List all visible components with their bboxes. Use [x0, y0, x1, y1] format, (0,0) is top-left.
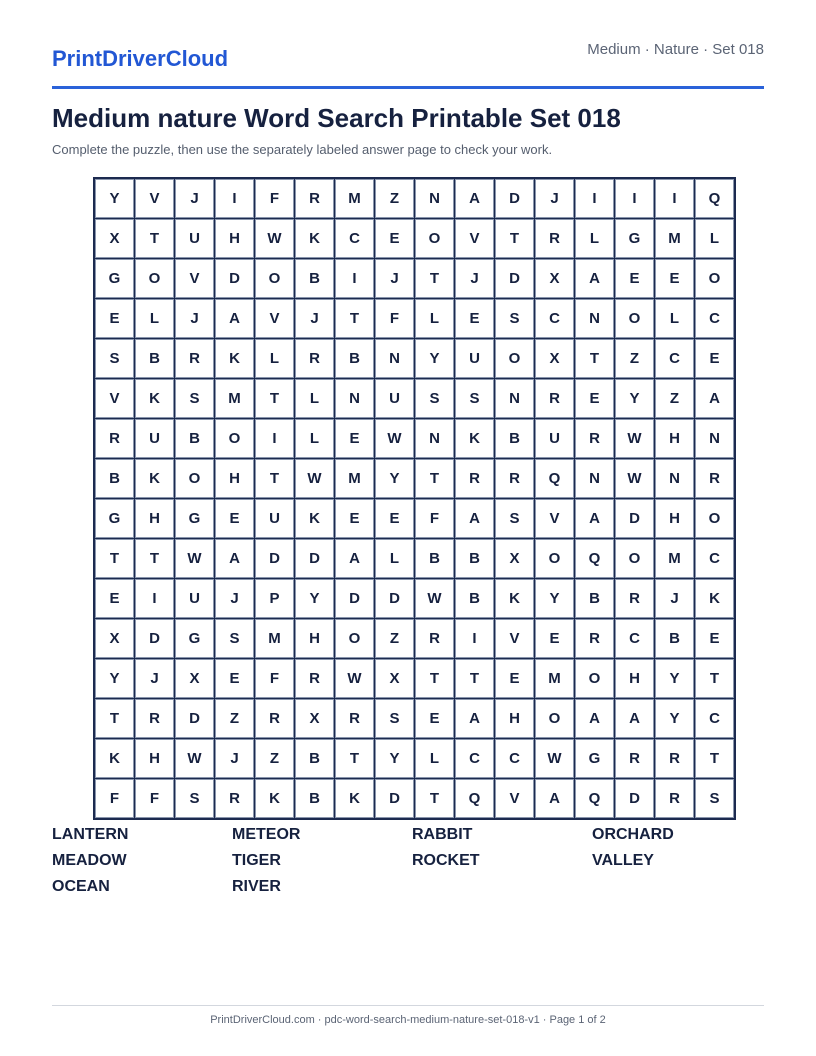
grid-cell: C	[335, 219, 374, 258]
grid-cell: L	[295, 419, 334, 458]
grid-cell: F	[135, 779, 174, 818]
grid-cell: E	[415, 699, 454, 738]
grid-cell: R	[295, 179, 334, 218]
grid-cell: E	[575, 379, 614, 418]
grid-cell: J	[375, 259, 414, 298]
grid-cell: U	[535, 419, 574, 458]
grid-cell: C	[695, 699, 734, 738]
grid-cell: R	[335, 699, 374, 738]
grid-cell: R	[615, 579, 654, 618]
grid-cell: T	[95, 699, 134, 738]
grid-cell: G	[175, 619, 214, 658]
grid-cell: I	[575, 179, 614, 218]
grid-cell: K	[95, 739, 134, 778]
grid-cell: K	[335, 779, 374, 818]
grid-cell: O	[575, 659, 614, 698]
word-list	[52, 826, 772, 904]
grid-cell: I	[615, 179, 654, 218]
grid-cell: E	[455, 299, 494, 338]
grid-cell: S	[175, 779, 214, 818]
grid-cell: Q	[575, 539, 614, 578]
grid-cell: S	[215, 619, 254, 658]
grid-cell: Z	[255, 739, 294, 778]
word-list-item: VALLEY	[592, 852, 654, 869]
grid-cell: H	[215, 459, 254, 498]
grid-cell: B	[575, 579, 614, 618]
grid-cell: W	[615, 419, 654, 458]
grid-cell: T	[335, 739, 374, 778]
grid-cell: X	[295, 699, 334, 738]
grid-cell: D	[615, 779, 654, 818]
grid-cell: R	[535, 379, 574, 418]
grid-cell: F	[95, 779, 134, 818]
grid-cell: C	[655, 339, 694, 378]
grid-cell: B	[95, 459, 134, 498]
word-list-item: OCEAN	[52, 878, 110, 895]
grid-cell: B	[295, 779, 334, 818]
grid-cell: R	[615, 739, 654, 778]
grid-cell: O	[255, 259, 294, 298]
grid-cell: C	[695, 299, 734, 338]
grid-cell: F	[255, 659, 294, 698]
grid-cell: H	[215, 219, 254, 258]
grid-cell: J	[135, 659, 174, 698]
grid-cell: M	[655, 219, 694, 258]
grid-cell: Y	[535, 579, 574, 618]
grid-cell: I	[255, 419, 294, 458]
grid-cell: E	[535, 619, 574, 658]
grid-cell: I	[335, 259, 374, 298]
grid-cell: U	[175, 219, 214, 258]
grid-cell: N	[655, 459, 694, 498]
grid-cell: F	[255, 179, 294, 218]
grid-cell: I	[135, 579, 174, 618]
grid-cell: T	[415, 459, 454, 498]
grid-cell: M	[655, 539, 694, 578]
grid-cell: L	[375, 539, 414, 578]
grid-cell: A	[535, 779, 574, 818]
grid-cell: A	[695, 379, 734, 418]
grid-cell: L	[255, 339, 294, 378]
grid-cell: M	[215, 379, 254, 418]
grid-cell: A	[575, 499, 614, 538]
grid-cell: X	[495, 539, 534, 578]
grid-cell: C	[495, 739, 534, 778]
grid-cell: T	[415, 659, 454, 698]
grid-cell: H	[655, 499, 694, 538]
grid-cell: H	[615, 659, 654, 698]
grid-cell: Y	[295, 579, 334, 618]
grid-cell: K	[455, 419, 494, 458]
grid-cell: D	[295, 539, 334, 578]
grid-cell: J	[455, 259, 494, 298]
grid-cell: N	[695, 419, 734, 458]
grid-cell: B	[495, 419, 534, 458]
grid-cell: J	[535, 179, 574, 218]
grid-cell: Y	[95, 659, 134, 698]
grid-cell: D	[375, 779, 414, 818]
grid-cell: G	[175, 499, 214, 538]
grid-cell: W	[175, 739, 214, 778]
grid-cell: O	[215, 419, 254, 458]
grid-cell: R	[655, 739, 694, 778]
word-search-grid	[93, 177, 736, 820]
word-list-item: TIGER	[232, 852, 281, 869]
grid-cell: T	[95, 539, 134, 578]
grid-cell: D	[615, 499, 654, 538]
grid-cell: X	[95, 219, 134, 258]
grid-cell: Z	[215, 699, 254, 738]
grid-cell: K	[215, 339, 254, 378]
grid-cell: J	[215, 579, 254, 618]
grid-cell: L	[415, 299, 454, 338]
grid-cell: O	[415, 219, 454, 258]
grid-cell: T	[135, 539, 174, 578]
grid-cell: D	[495, 179, 534, 218]
grid-cell: C	[455, 739, 494, 778]
grid-cell: X	[535, 339, 574, 378]
word-list-item: RIVER	[232, 878, 281, 895]
grid-cell: M	[255, 619, 294, 658]
grid-cell: T	[255, 379, 294, 418]
grid-cell: G	[95, 259, 134, 298]
grid-cell: N	[375, 339, 414, 378]
grid-cell: T	[135, 219, 174, 258]
grid-cell: U	[135, 419, 174, 458]
grid-cell: N	[415, 419, 454, 458]
grid-cell: O	[135, 259, 174, 298]
grid-cell: W	[415, 579, 454, 618]
grid-cell: D	[335, 579, 374, 618]
grid-cell: E	[495, 659, 534, 698]
grid-cell: K	[295, 219, 334, 258]
grid-cell: E	[215, 499, 254, 538]
grid-cell: O	[495, 339, 534, 378]
grid-cell: D	[135, 619, 174, 658]
grid-cell: S	[495, 499, 534, 538]
grid-cell: E	[615, 259, 654, 298]
grid-cell: Z	[375, 619, 414, 658]
grid-cell: T	[695, 739, 734, 778]
grid-cell: E	[335, 419, 374, 458]
grid-cell: M	[335, 459, 374, 498]
grid-cell: C	[615, 619, 654, 658]
grid-cell: R	[575, 419, 614, 458]
grid-cell: L	[655, 299, 694, 338]
grid-cell: G	[615, 219, 654, 258]
grid-cell: Q	[535, 459, 574, 498]
grid-cell: U	[175, 579, 214, 618]
grid-cell: V	[495, 779, 534, 818]
grid-cell: Y	[655, 699, 694, 738]
grid-cell: B	[175, 419, 214, 458]
grid-cell: T	[455, 659, 494, 698]
grid-cell: V	[495, 619, 534, 658]
grid-cell: S	[695, 779, 734, 818]
grid-cell: I	[215, 179, 254, 218]
grid-cell: T	[335, 299, 374, 338]
grid-cell: J	[295, 299, 334, 338]
grid-cell: S	[175, 379, 214, 418]
grid-cell: W	[255, 219, 294, 258]
grid-cell: W	[615, 459, 654, 498]
grid-cell: S	[415, 379, 454, 418]
grid-cell: H	[295, 619, 334, 658]
grid-cell: E	[375, 219, 414, 258]
grid-cell: B	[295, 739, 334, 778]
grid-cell: T	[415, 779, 454, 818]
brand-logo-text: PrintDriverCloud	[52, 46, 229, 71]
grid-cell: K	[135, 379, 174, 418]
grid-cell: Y	[615, 379, 654, 418]
grid-cell: L	[295, 379, 334, 418]
grid-cell: N	[575, 299, 614, 338]
grid-cell: K	[295, 499, 334, 538]
grid-cell: T	[575, 339, 614, 378]
grid-cell: P	[255, 579, 294, 618]
grid-cell: A	[575, 699, 614, 738]
grid-cell: D	[495, 259, 534, 298]
grid-cell: Y	[375, 459, 414, 498]
grid-cell: A	[575, 259, 614, 298]
grid-cell: U	[455, 339, 494, 378]
grid-cell: E	[95, 299, 134, 338]
grid-cell: H	[495, 699, 534, 738]
grid-cell: R	[255, 699, 294, 738]
grid-cell: U	[255, 499, 294, 538]
grid-cell: V	[135, 179, 174, 218]
grid-cell: U	[375, 379, 414, 418]
grid-cell: D	[375, 579, 414, 618]
grid-cell: C	[535, 299, 574, 338]
grid-cell: T	[695, 659, 734, 698]
grid-cell: S	[495, 299, 534, 338]
grid-cell: E	[695, 339, 734, 378]
grid-cell: A	[335, 539, 374, 578]
grid-cell: V	[535, 499, 574, 538]
grid-cell: S	[375, 699, 414, 738]
grid-cell: R	[215, 779, 254, 818]
grid-cell: V	[255, 299, 294, 338]
word-list-item: LANTERN	[52, 826, 129, 843]
grid-cell: O	[175, 459, 214, 498]
grid-cell: W	[335, 659, 374, 698]
word-list-item: ORCHARD	[592, 826, 674, 843]
page-title: Medium nature Word Search Printable Set 018	[52, 103, 621, 133]
grid-cell: G	[575, 739, 614, 778]
grid-cell: Y	[375, 739, 414, 778]
grid-cell: N	[495, 379, 534, 418]
grid-cell: N	[575, 459, 614, 498]
grid-cell: Q	[455, 779, 494, 818]
grid-cell: I	[655, 179, 694, 218]
grid-cell: G	[95, 499, 134, 538]
grid-cell: A	[615, 699, 654, 738]
grid-cell: B	[655, 619, 694, 658]
grid-cell: R	[575, 619, 614, 658]
grid-cell: A	[455, 179, 494, 218]
grid-cell: R	[295, 659, 334, 698]
footer-divider	[52, 1005, 764, 1006]
grid-cell: R	[135, 699, 174, 738]
grid-cell: O	[535, 699, 574, 738]
grid-cell: S	[455, 379, 494, 418]
grid-cell: O	[615, 299, 654, 338]
grid-cell: O	[535, 539, 574, 578]
grid-cell: B	[415, 539, 454, 578]
grid-cell: A	[215, 299, 254, 338]
grid-cell: Q	[695, 179, 734, 218]
grid-cell: B	[335, 339, 374, 378]
grid-cell: R	[495, 459, 534, 498]
grid-cell: W	[375, 419, 414, 458]
grid-cell: R	[535, 219, 574, 258]
grid-cell: B	[455, 539, 494, 578]
grid-cell: D	[255, 539, 294, 578]
grid-cell: E	[375, 499, 414, 538]
grid-cell: X	[375, 659, 414, 698]
grid-cell: E	[655, 259, 694, 298]
grid-cell: L	[415, 739, 454, 778]
grid-cell: A	[455, 699, 494, 738]
grid-cell: R	[95, 419, 134, 458]
grid-cell: R	[655, 779, 694, 818]
grid-cell: R	[455, 459, 494, 498]
grid-cell: T	[255, 459, 294, 498]
puzzle-meta: Medium · Nature · Set 018	[587, 41, 764, 58]
grid-cell: W	[535, 739, 574, 778]
grid-cell: O	[335, 619, 374, 658]
grid-cell: T	[495, 219, 534, 258]
grid-cell: S	[95, 339, 134, 378]
grid-cell: H	[135, 739, 174, 778]
grid-cell: F	[375, 299, 414, 338]
grid-cell: V	[455, 219, 494, 258]
grid-cell: L	[135, 299, 174, 338]
grid-cell: I	[455, 619, 494, 658]
grid-cell: C	[695, 539, 734, 578]
grid-cell: F	[415, 499, 454, 538]
grid-cell: X	[535, 259, 574, 298]
grid-cell: J	[655, 579, 694, 618]
grid-cell: Z	[655, 379, 694, 418]
grid-cell: K	[695, 579, 734, 618]
grid-cell: A	[455, 499, 494, 538]
grid-cell: O	[695, 499, 734, 538]
grid-cell: R	[695, 459, 734, 498]
grid-cell: J	[175, 179, 214, 218]
grid-cell: E	[335, 499, 374, 538]
grid-cell: M	[335, 179, 374, 218]
grid-cell: J	[215, 739, 254, 778]
grid-cell: Z	[375, 179, 414, 218]
grid-cell: V	[95, 379, 134, 418]
grid-cell: W	[175, 539, 214, 578]
grid-cell: Y	[415, 339, 454, 378]
grid-cell: Q	[575, 779, 614, 818]
grid-cell: E	[95, 579, 134, 618]
page-header	[52, 38, 764, 89]
grid-cell: H	[655, 419, 694, 458]
word-list-item: RABBIT	[412, 826, 473, 843]
grid-cell: K	[135, 459, 174, 498]
grid-cell: D	[175, 699, 214, 738]
grid-cell: B	[135, 339, 174, 378]
grid-cell: M	[535, 659, 574, 698]
grid-cell: N	[415, 179, 454, 218]
grid-cell: A	[215, 539, 254, 578]
grid-cell: B	[295, 259, 334, 298]
grid-cell: N	[335, 379, 374, 418]
grid-cell: H	[135, 499, 174, 538]
grid-cell: D	[215, 259, 254, 298]
word-list-item: ROCKET	[412, 852, 480, 869]
grid-cell: B	[455, 579, 494, 618]
grid-cell: R	[295, 339, 334, 378]
grid-cell: K	[495, 579, 534, 618]
grid-cell: E	[215, 659, 254, 698]
grid-cell: R	[175, 339, 214, 378]
grid-cell: L	[695, 219, 734, 258]
grid-cell: O	[615, 539, 654, 578]
grid-cell: W	[295, 459, 334, 498]
word-list-item: MEADOW	[52, 852, 127, 869]
grid-cell: L	[575, 219, 614, 258]
grid-cell: J	[175, 299, 214, 338]
grid-cell: E	[695, 619, 734, 658]
grid-cell: O	[695, 259, 734, 298]
page-subtitle: Complete the puzzle, then use the separately labeled answer page to check your work.	[52, 142, 553, 157]
grid-cell: X	[175, 659, 214, 698]
grid-cell: Z	[615, 339, 654, 378]
grid-cell: Y	[655, 659, 694, 698]
grid-cell: K	[255, 779, 294, 818]
grid-cell: Y	[95, 179, 134, 218]
word-list-item: METEOR	[232, 826, 301, 843]
grid-cell: R	[415, 619, 454, 658]
page-footer: PrintDriverCloud.com · pdc-word-search-medium-nature-set-018-v1 · Page 1 of 2	[210, 1014, 606, 1026]
grid-cell: T	[415, 259, 454, 298]
grid-cell: V	[175, 259, 214, 298]
grid-cell: X	[95, 619, 134, 658]
